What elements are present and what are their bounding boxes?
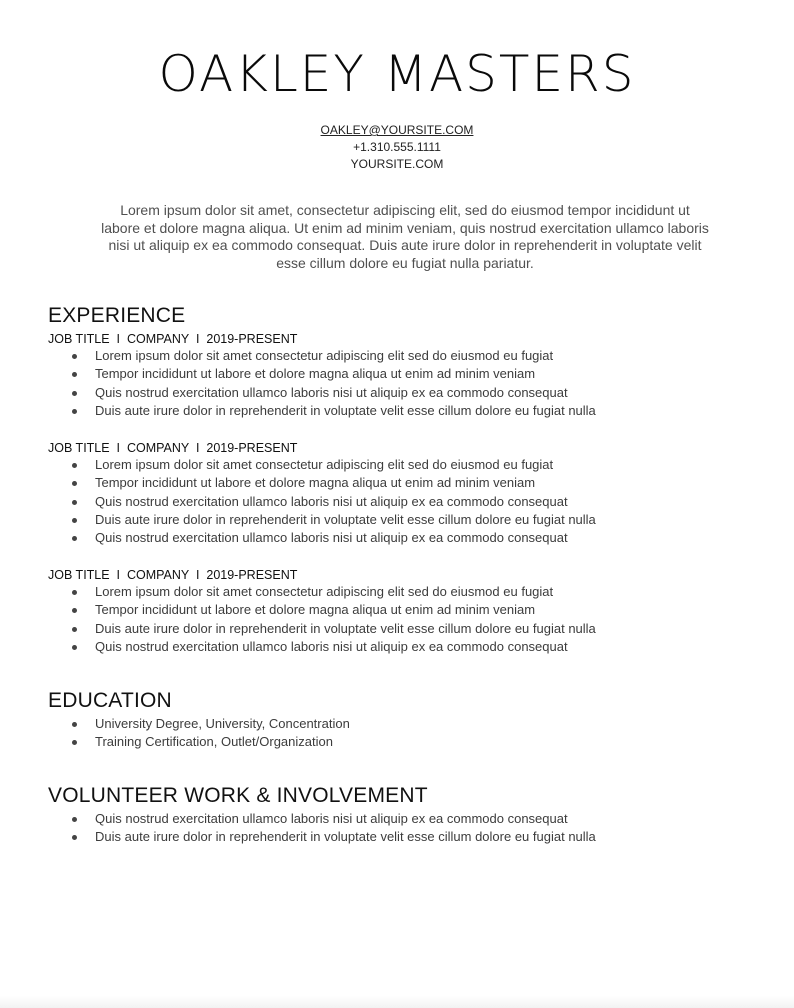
contact-block — [0, 122, 794, 173]
list-item: Lorem ipsum dolor sit amet consectetur adipiscing elit sed do eiusmod eu fugiat — [0, 583, 596, 601]
list-item: Lorem ipsum dolor sit amet consectetur adipiscing elit sed do eiusmod eu fugiat — [0, 456, 596, 474]
bullet-dot-icon — [72, 590, 77, 595]
list-item: Training Certification, Outlet/Organization — [0, 733, 350, 751]
bullet-dot-icon — [72, 481, 77, 486]
bullet-dot-icon — [72, 536, 77, 541]
list-item: Tempor incididunt ut labore et dolore magna aliqua ut enim ad minim veniam — [0, 601, 596, 619]
bullet-dot-icon — [72, 518, 77, 523]
candidate-name: OAKLEY MASTERS — [158, 45, 636, 103]
phone-number: +1.310.555.1111 — [353, 140, 441, 154]
bullet-dot-icon — [72, 391, 77, 396]
bullet-dot-icon — [72, 627, 77, 632]
bullet-dot-icon — [72, 608, 77, 613]
list-item: Tempor incididunt ut labore et dolore magna aliqua ut enim ad minim veniam — [0, 365, 596, 383]
list-item: Duis aute irure dolor in reprehenderit in voluptate velit esse cillum dolore eu fugiat nulla — [0, 511, 596, 529]
list-item: Duis aute irure dolor in reprehenderit in voluptate velit esse cillum dolore eu fugiat nulla — [0, 620, 596, 638]
summary-paragraph: Lorem ipsum dolor sit amet, consectetur adipiscing elit, sed do eiusmod tempor incididunt ut labore et dolore magna aliqua. Ut enim ad minim veniam, quis nostrud exercitation ullamco laboris nisi ut aliquip ex ea commodo consequat. Duis aute irure dolor in reprehenderit in voluptate velit esse cillum dolore eu fugiat nulla pariatur. — [101, 202, 709, 271]
job-heading-3: JOB TITLE I COMPANY I 2019-PRESENT — [48, 568, 298, 582]
experience-heading: EXPERIENCE — [48, 304, 186, 327]
email-link[interactable]: OAKLEY@YOURSITE.COM — [320, 123, 474, 137]
bullet-dot-icon — [72, 500, 77, 505]
list-item: Duis aute irure dolor in reprehenderit in voluptate velit esse cillum dolore eu fugiat nulla — [0, 828, 596, 846]
list-item: University Degree, University, Concentration — [0, 715, 350, 733]
list-item: Quis nostrud exercitation ullamco laboris nisi ut aliquip ex ea commodo consequat — [0, 810, 596, 828]
job-1-bullets — [0, 347, 596, 420]
bullet-dot-icon — [72, 835, 77, 840]
website-text: YOURSITE.COM — [350, 157, 444, 171]
list-item: Quis nostrud exercitation ullamco laboris nisi ut aliquip ex ea commodo consequat — [0, 384, 596, 402]
volunteer-bullets — [0, 810, 596, 847]
bullet-dot-icon — [72, 354, 77, 359]
education-heading: EDUCATION — [48, 689, 172, 712]
list-item: Duis aute irure dolor in reprehenderit in voluptate velit esse cillum dolore eu fugiat nulla — [0, 402, 596, 420]
bullet-dot-icon — [72, 463, 77, 468]
page-bottom-edge — [0, 996, 794, 1008]
job-heading-2: JOB TITLE I COMPANY I 2019-PRESENT — [48, 441, 298, 455]
list-item: Quis nostrud exercitation ullamco laboris nisi ut aliquip ex ea commodo consequat — [0, 493, 596, 511]
list-item: Quis nostrud exercitation ullamco laboris nisi ut aliquip ex ea commodo consequat — [0, 529, 596, 547]
volunteer-heading: VOLUNTEER WORK & INVOLVEMENT — [48, 784, 428, 807]
list-item: Quis nostrud exercitation ullamco laboris nisi ut aliquip ex ea commodo consequat — [0, 638, 596, 656]
bullet-dot-icon — [72, 740, 77, 745]
bullet-dot-icon — [72, 722, 77, 727]
bullet-dot-icon — [72, 645, 77, 650]
job-2-bullets — [0, 456, 596, 547]
bullet-dot-icon — [72, 409, 77, 414]
education-bullets — [0, 715, 350, 752]
bullet-dot-icon — [72, 372, 77, 377]
job-heading-1: JOB TITLE I COMPANY I 2019-PRESENT — [48, 332, 298, 346]
list-item: Lorem ipsum dolor sit amet consectetur adipiscing elit sed do eiusmod eu fugiat — [0, 347, 596, 365]
bullet-dot-icon — [72, 817, 77, 822]
list-item: Tempor incididunt ut labore et dolore magna aliqua ut enim ad minim veniam — [0, 474, 596, 492]
job-3-bullets — [0, 583, 596, 656]
